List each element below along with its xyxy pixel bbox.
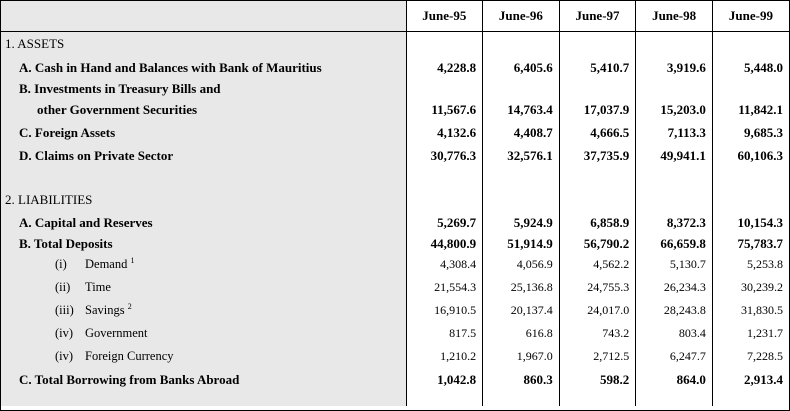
cell-value: 28,243.8 (636, 299, 713, 322)
cell-value: 6,247.7 (636, 345, 713, 368)
cell-value: 5,410.7 (559, 56, 636, 80)
table-row (1, 235, 789, 254)
cell-value: 66,659.8 (636, 235, 713, 254)
row-label: A. Capital and Reserves (1, 211, 406, 235)
cell-value: 16,910.5 (406, 299, 483, 322)
cell-value: 24,755.3 (559, 276, 636, 299)
section-row-assets (1, 32, 789, 56)
table-row (1, 80, 789, 99)
table-row (1, 121, 789, 145)
cell-value: 20,137.4 (483, 299, 560, 322)
cell-value: 4,666.5 (559, 121, 636, 145)
cell-value: 1,967.0 (483, 345, 560, 368)
cell-value: 2,913.4 (712, 368, 789, 392)
cell-value: 4,056.9 (483, 254, 560, 276)
row-label: D. Claims on Private Sector (1, 145, 406, 167)
cell-value: 7,228.5 (712, 345, 789, 368)
subrow-label: Foreign Currency (85, 348, 174, 363)
col-header-june-99: June-99 (712, 1, 789, 32)
row-label (1, 254, 406, 276)
cell-value: 10,154.3 (712, 211, 789, 235)
cell-value: 11,567.6 (406, 99, 483, 121)
cell-value: 864.0 (636, 368, 713, 392)
cell-value: 9,685.3 (712, 121, 789, 145)
spacer-row (1, 167, 789, 189)
cell-value: 4,308.4 (406, 254, 483, 276)
footnote-marker: 1 (130, 255, 135, 265)
row-label (1, 299, 406, 322)
section-row-liabilities (1, 189, 789, 211)
roman-numeral: (iii) (55, 302, 74, 317)
cell-value: 8,372.3 (636, 211, 713, 235)
cell-value: 11,842.1 (712, 99, 789, 121)
col-header-june-96: June-96 (483, 1, 560, 32)
row-label (1, 322, 406, 345)
cell-value: 803.4 (636, 322, 713, 345)
roman-numeral: (iv) (55, 348, 74, 363)
cell-value: 44,800.9 (406, 235, 483, 254)
cell-value: 4,132.6 (406, 121, 483, 145)
roman-numeral: (i) (55, 257, 67, 271)
cell-value: 75,783.7 (712, 235, 789, 254)
table-row (1, 254, 789, 276)
table-row (1, 211, 789, 235)
row-label (1, 345, 406, 368)
cell-value: 30,239.2 (712, 276, 789, 299)
footnote-marker: 2 (127, 301, 132, 311)
cell-value: 21,554.3 (406, 276, 483, 299)
cell-value: 56,790.2 (559, 235, 636, 254)
cell-value: 1,231.7 (712, 322, 789, 345)
cell-value: 6,405.6 (483, 56, 560, 80)
row-label: C. Foreign Assets (1, 121, 406, 145)
cell-value: 26,234.3 (636, 276, 713, 299)
cell-value: 31,830.5 (712, 299, 789, 322)
section-title-liabilities: 2. LIABILITIES (1, 189, 406, 211)
row-label: A. Cash in Hand and Balances with Bank of Mauritius (1, 56, 406, 80)
roman-numeral: (iv) (55, 325, 74, 340)
cell-value: 4,562.2 (559, 254, 636, 276)
table-row (1, 322, 789, 345)
cell-value: 49,941.1 (636, 145, 713, 167)
row-label: B. Total Deposits (1, 235, 406, 254)
table-row (1, 299, 789, 322)
cell-value: 817.5 (406, 322, 483, 345)
cell-value: 5,253.8 (712, 254, 789, 276)
section-title-assets: 1. ASSETS (1, 32, 406, 56)
subrow-label: Government (85, 325, 148, 340)
cell-value: 24,017.0 (559, 299, 636, 322)
cell-value: 5,448.0 (712, 56, 789, 80)
cell-value: 2,712.5 (559, 345, 636, 368)
cell-value: 5,924.9 (483, 211, 560, 235)
row-label: B. Investments in Treasury Bills and (1, 80, 406, 99)
header-row (1, 1, 789, 32)
cell-value: 616.8 (483, 322, 560, 345)
cell-value: 51,914.9 (483, 235, 560, 254)
cell-value: 860.3 (483, 368, 560, 392)
table-row (1, 368, 789, 392)
cell-value: 4,408.7 (483, 121, 560, 145)
cell-value: 743.2 (559, 322, 636, 345)
header-label-cell (1, 1, 406, 32)
cell-value: 14,763.4 (483, 99, 560, 121)
row-label (1, 276, 406, 299)
col-header-june-95: June-95 (406, 1, 483, 32)
cell-value: 5,130.7 (636, 254, 713, 276)
table-row (1, 99, 789, 121)
table-row (1, 345, 789, 368)
cell-value: 32,576.1 (483, 145, 560, 167)
cell-value: 5,269.7 (406, 211, 483, 235)
cell-value: 60,106.3 (712, 145, 789, 167)
cell-value: 6,858.9 (559, 211, 636, 235)
table-row (1, 145, 789, 167)
cell-value: 3,919.6 (636, 56, 713, 80)
roman-numeral: (ii) (55, 279, 71, 294)
cell-value: 17,037.9 (559, 99, 636, 121)
col-header-june-97: June-97 (559, 1, 636, 32)
balance-sheet-table (1, 1, 789, 406)
cell-value: 30,776.3 (406, 145, 483, 167)
table-row (1, 276, 789, 299)
spacer-row (1, 392, 789, 406)
row-label: C. Total Borrowing from Banks Abroad (1, 368, 406, 392)
cell-value: 25,136.8 (483, 276, 560, 299)
cell-value: 598.2 (559, 368, 636, 392)
cell-value: 4,228.8 (406, 56, 483, 80)
col-header-june-98: June-98 (636, 1, 713, 32)
cell-value: 15,203.0 (636, 99, 713, 121)
cell-value: 7,113.3 (636, 121, 713, 145)
table-row (1, 56, 789, 80)
subrow-label: Demand (85, 257, 128, 271)
row-label-continued: other Government Securities (1, 99, 406, 121)
cell-value: 37,735.9 (559, 145, 636, 167)
cell-value: 1,042.8 (406, 368, 483, 392)
cell-value: 1,210.2 (406, 345, 483, 368)
subrow-label: Time (85, 279, 111, 294)
subrow-label: Savings (85, 302, 125, 317)
